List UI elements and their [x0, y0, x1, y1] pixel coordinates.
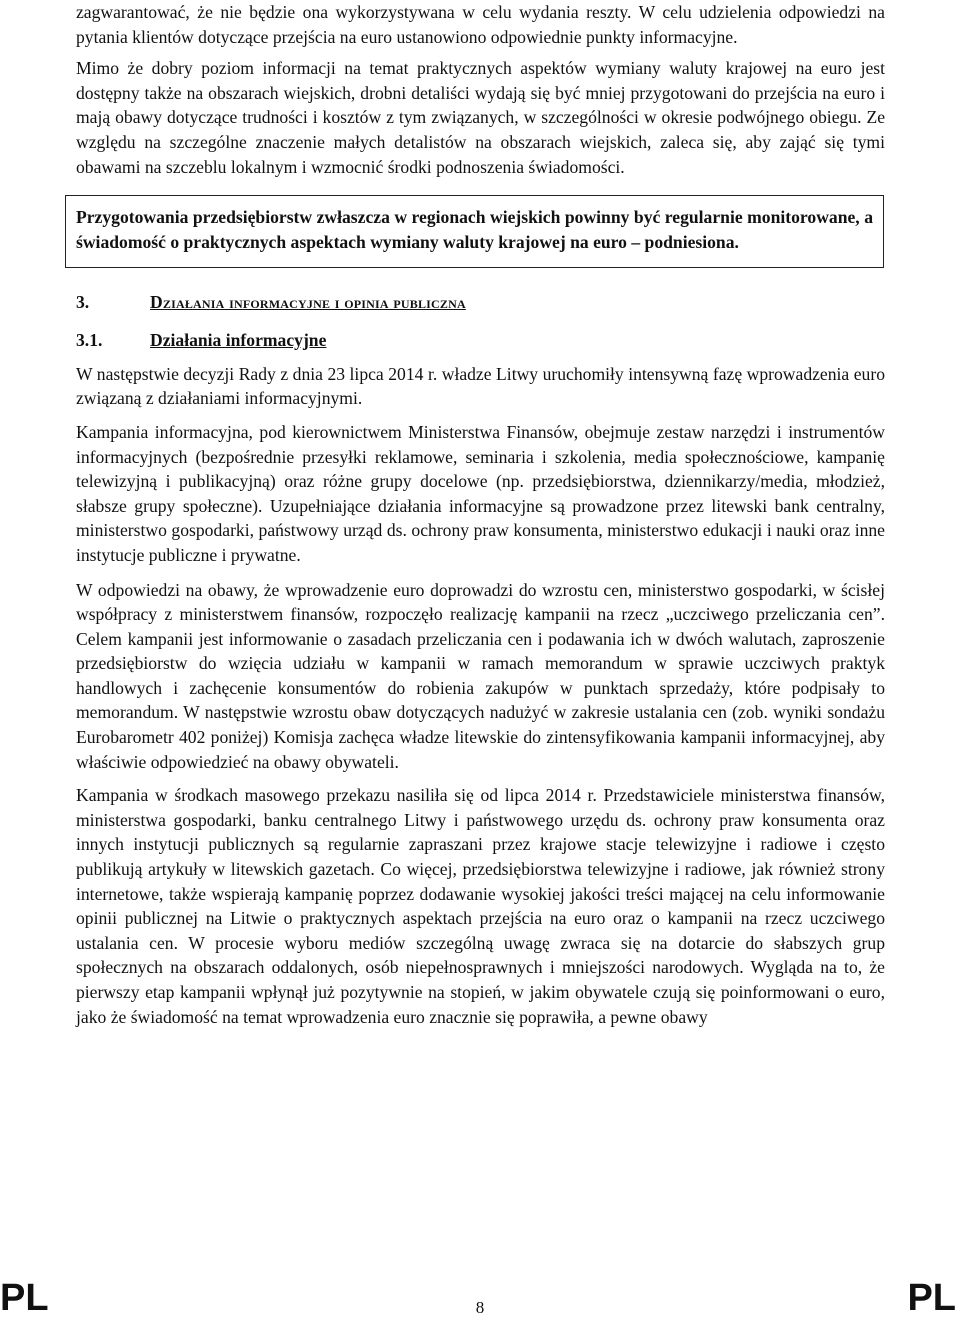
recommendation-box — [65, 195, 884, 268]
footer-language-right: PL — [907, 1277, 956, 1319]
recommendation-text: Przygotowania przedsiębiorstw zwłaszcza w regionach wiejskich powinny być regularnie monitorowane, a świadomość o praktycznych aspektach wymiany waluty krajowej na euro – podniesiona. — [76, 207, 873, 252]
section-title: Działania informacyjne i opinia publiczna — [150, 291, 466, 312]
paragraph-information-campaign: Kampania informacyjna, pod kierownictwem Ministerstwa Finansów, obejmuje zestaw narzędzi i instrumentów informacyjnych (bezpośrednie przesyłki reklamowe, seminaria i szkolenia, media społecznościowe, kampanię telewizyjną i publikacyjną) oraz różne grupy docelowe (np. przedsiębiorstwa, dziennikarzy/media, młodzież, słabsze grupy społeczne). Uzupełniające działania informacyjne są prowadzone przez litewski bank centralny, ministerstwo gospodarki, państwowy urząd ds. ochrony praw konsumenta, ministerstwo edukacji i nauki oraz inne instytucje publiczne i prywatne. — [76, 421, 885, 565]
document-page — [76, 0, 885, 1029]
paragraph-mass-media: Kampania w środkach masowego przekazu nasiliła się od lipca 2014 r. Przedstawiciele ministerstwa finansów, ministerstwa gospodarki, banku centralnego Litwy i państwowego urzędu ds. ochrony praw konsumenta oraz innych instytucji publicznych są regularnie zapraszani przez krajowe stacje telewizyjne i radiowe i często publikują artykuły w litewskich gazetach. Co więcej, przedsiębiorstwa telewizyjne i radiowe, jak również strony internetowe, także wspierają kampanię poprzez dodawanie wysokiej jakości treści mającej na celu informowanie opinii publicznej na Litwie o praktycznych aspektach przejścia na euro oraz o kampanii na rzecz uczciwego ustalania cen. W procesie wyboru mediów szczególną uwagę zwraca się na dotarcie do słabszych grup społecznych na obszarach oddalonych, osób niepełnosprawnych i mniejszości narodowych. Wygląda na to, że pierwszy etap kampanii wpłynął już pozytywnie na stopień, w jakim obywatele czują się poinformowani o euro, jako że świadomość na temat wprowadzenia euro znacznie się poprawiła, a pewne obawy — [76, 785, 885, 1027]
paragraph-rural-retailers: Mimo że dobry poziom informacji na temat praktycznych aspektów wymiany waluty krajowej na euro jest dostępny także na obszarach wiejskich, drobni detaliści wydają się być mniej przygotowani do przejścia na euro i mają obawy dotyczące trudności i kosztów z tym związanych, w szczególności w okresie podwójnego obiegu. Ze względu na szczególne znaczenie małych detalistów na obszarach wiejskich, zaleca się, aby zająć się tymi obawami na szczeblu lokalnym i wzmocnić środki podnoszenia świadomości. — [76, 58, 885, 177]
subsection-number: 3.1. — [76, 329, 103, 350]
paragraph-council-decision: W następstwie decyzji Rady z dnia 23 lipca 2014 r. władze Litwy uruchomiły intensywną fazę wprowadzenia euro związaną z działaniami informacyjnymi. — [76, 363, 885, 409]
paragraph-euro-change: zagwarantować, że nie będzie ona wykorzystywana w celu wydania reszty. W celu udzielenia odpowiedzi na pytania klientów dotyczące przejścia na euro ustanowiono odpowiednie punkty informacyjne. — [76, 2, 885, 47]
section-heading — [76, 290, 885, 314]
footer-language-left: PL — [0, 1277, 49, 1319]
section-number: 3. — [76, 291, 90, 312]
subsection-title: Działania informacyjne — [150, 329, 327, 350]
page-number: 8 — [475, 1298, 485, 1317]
subsection-heading — [76, 328, 885, 352]
paragraph-fair-pricing: W odpowiedzi na obawy, że wprowadzenie euro doprowadzi do wzrostu cen, ministerstwo gospodarki, w ścisłej współpracy z ministerstwem finansów, rozpoczęło realizację kampanii na rzecz „uczciwego przeliczania cen”. Celem kampanii jest informowanie o zasadach przeliczania cen i podawania ich w dwóch walutach, zaproszenie przedsiębiorstw do wzięcia udziału w kampanii w ramach memorandum w sprawie uczciwych praktyk handlowych i zachęcenie konsumentów do robienia zakupów w punktach sprzedaży, które podpisały to memorandum. W następstwie wzrostu obaw dotyczących nadużyć w zakresie ustalania cen (zob. wyniki sondażu Eurobarometr 402 poniżej) Komisja zachęca władze litewskie do zintensyfikowania kampanii informacyjnej, aby właściwie odpowiedzieć na obawy obywateli. — [76, 579, 885, 772]
